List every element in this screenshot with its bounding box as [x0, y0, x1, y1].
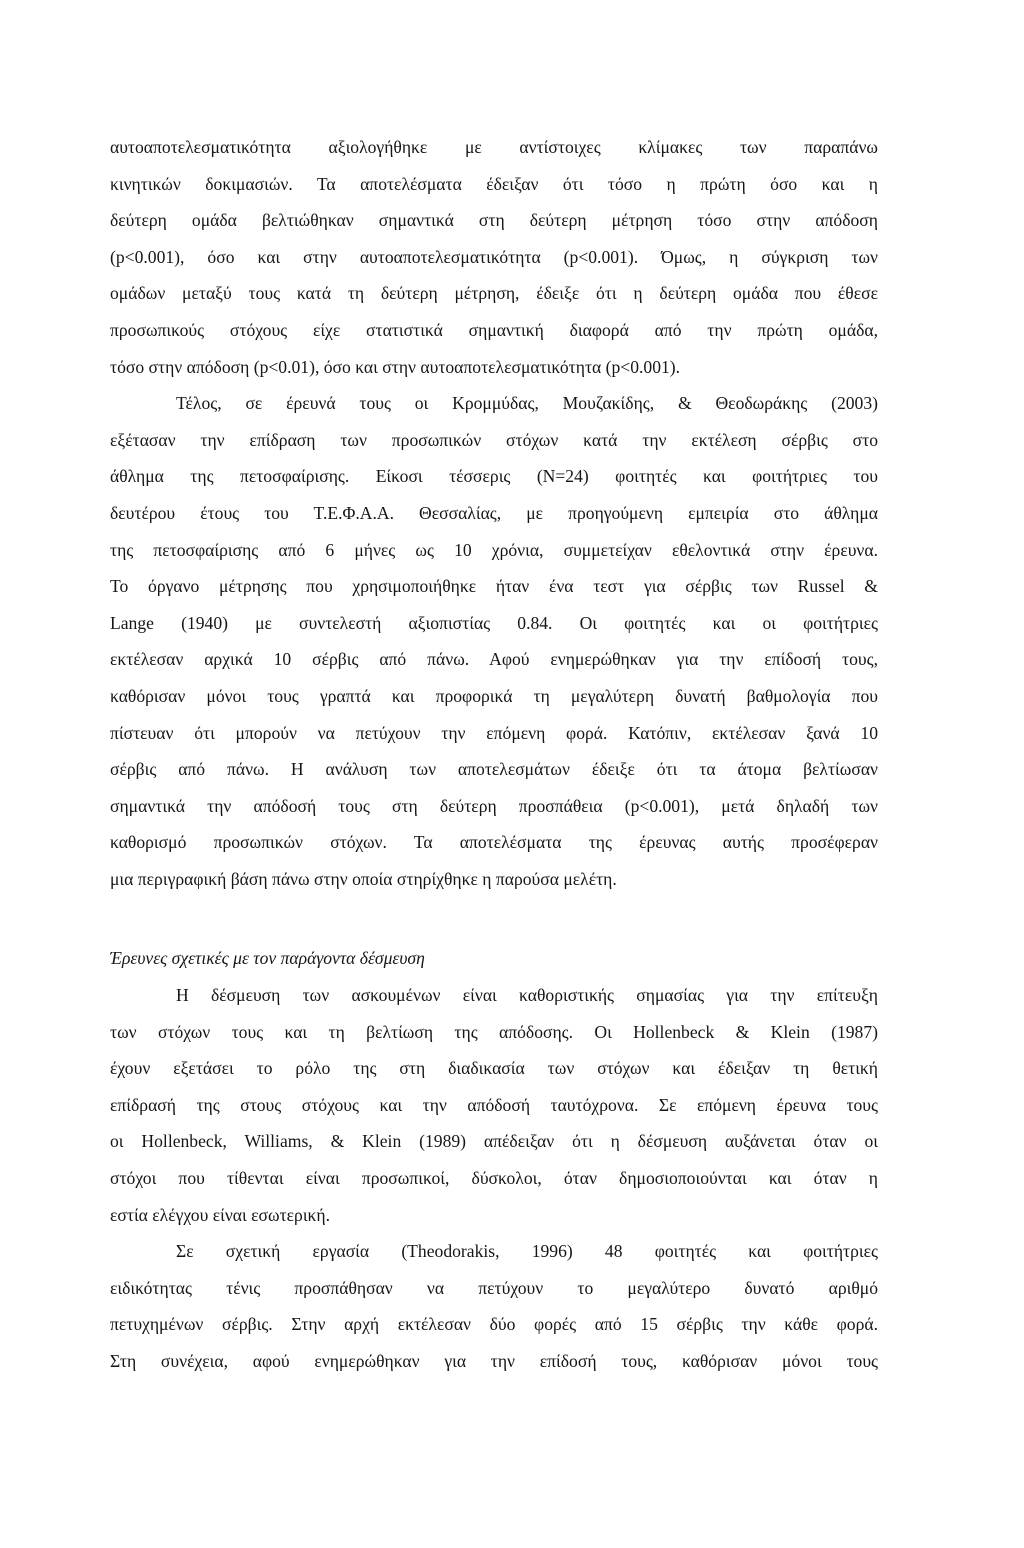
- text-line: άθλημα της πετοσφαίρισης. Είκοσι τέσσερις (N=24) φοιτητές και φοιτήτριες του: [110, 466, 878, 487]
- text-line: τόσο στην απόδοση (p<0.01), όσο και στην αυτοαποτελεσματικότητα (p<0.001).: [110, 356, 681, 377]
- text-line: Σε σχετική εργασία (Theodorakis, 1996) 48 φοιτητές και φοιτήτριες: [176, 1241, 878, 1262]
- text-line: μια περιγραφική βάση πάνω στην οποία στηρίχθηκε η παρούσα μελέτη.: [110, 868, 617, 889]
- text-line: Στη συνέχεια, αφού ενημερώθηκαν για την επίδοσή τους, καθόρισαν μόνοι τους: [110, 1351, 878, 1371]
- text-line: πίστευαν ότι μπορούν να πετύχουν την επόμενη φορά. Κατόπιν, εκτέλεσαν ξανά 10: [110, 722, 878, 743]
- paragraph-volleyball-study: [110, 385, 878, 897]
- text-line: Lange (1940) με συντελεστή αξιοπιστίας 0.84. Οι φοιτητές και οι φοιτήτριες: [110, 612, 878, 633]
- text-line: Η δέσμευση των ασκουμένων είναι καθοριστικής σημασίας για την επίτευξη: [176, 985, 878, 1006]
- text-line: εξέτασαν την επίδραση των προσωπικών στόχων κατά την εκτέλεση σέρβις στο: [110, 429, 878, 450]
- text-line: ειδικότητας τένις προσπάθησαν να πετύχουν το μεγαλύτερο δυνατό αριθμό: [110, 1277, 878, 1298]
- text-line: οι Hollenbeck, Williams, & Klein (1989) απέδειξαν ότι η δέσμευση αυξάνεται όταν οι: [110, 1131, 878, 1152]
- text-line: καθόρισαν μόνοι τους γραπτά και προφορικά τη μεγαλύτερη δυνατή βαθμολογία που: [110, 685, 878, 706]
- section-heading: Έρευνες σχετικές με τον παράγοντα δέσμευση: [110, 948, 425, 969]
- text-line: κινητικών δοκιμασιών. Τα αποτελέσματα έδειξαν ότι τόσο η πρώτη όσο και η: [110, 173, 878, 194]
- text-line: προσωπικούς στόχους είχε στατιστικά σημαντική διαφορά από την πρώτη ομάδα,: [110, 319, 878, 340]
- text-line: της πετοσφαίρισης από 6 μήνες ως 10 χρόνια, συμμετείχαν εθελοντικά στην έρευνα.: [110, 539, 878, 560]
- text-line: ομάδων μεταξύ τους κατά τη δεύτερη μέτρηση, έδειξε ότι η δεύτερη ομάδα που έθεσε: [110, 283, 878, 304]
- text-line: στόχοι που τίθενται είναι προσωπικοί, δύσκολοι, όταν δημοσιοποιούνται και όταν η: [110, 1168, 878, 1189]
- text-line: εκτέλεσαν αρχικά 10 σέρβις από πάνω. Αφού ενημερώθηκαν για την επίδοσή τους,: [110, 649, 878, 670]
- text-line: επίδρασή της στους στόχους και την απόδοσή ταυτόχρονα. Σε επόμενη έρευνα τους: [110, 1094, 878, 1115]
- text-line: (p<0.001), όσο και στην αυτοαποτελεσματικότητα (p<0.001). Όμως, η σύγκριση των: [110, 246, 878, 267]
- text-line: εστία ελέγχου είναι εσωτερική.: [110, 1204, 331, 1225]
- text-line: Τέλος, σε έρευνά τους οι Κρομμύδας, Μουζακίδης, & Θεοδωράκης (2003): [176, 393, 878, 414]
- text-line: Το όργανο μέτρησης που χρησιμοποιήθηκε ήταν ένα τεστ για σέρβις των Russel &: [110, 576, 878, 597]
- text-line: αυτοαποτελεσματικότητα αξιολογήθηκε με αντίστοιχες κλίμακες των παραπάνω: [110, 137, 878, 157]
- text-line: δευτέρου έτους του Τ.Ε.Φ.Α.Α. Θεσσαλίας, με προηγούμενη εμπειρία στο άθλημα: [110, 502, 878, 523]
- text-line: καθορισμό προσωπικών στόχων. Τα αποτελέσματα της έρευνας αυτής προσέφεραν: [110, 832, 878, 853]
- text-line: πετυχημένων σέρβις. Στην αρχή εκτέλεσαν δύο φορές από 15 σέρβις την κάθε φορά.: [110, 1314, 878, 1335]
- text-line: έχουν εξετάσει το ρόλο της στη διαδικασία των στόχων και έδειξαν τη θετική: [110, 1058, 878, 1079]
- section-spacer: [110, 897, 878, 940]
- paragraph-tennis-study: [110, 1233, 878, 1379]
- text-line: σέρβις από πάνω. Η ανάλυση των αποτελεσμάτων έδειξε ότι τα άτομα βελτίωσαν: [110, 759, 878, 780]
- document-page: [110, 129, 878, 1380]
- text-line: δεύτερη ομάδα βελτιώθηκαν σημαντικά στη δεύτερη μέτρηση τόσο στην απόδοση: [110, 210, 878, 231]
- paragraph-commitment: [110, 977, 878, 1233]
- paragraph-self-efficacy-results: [110, 129, 878, 385]
- text-line: σημαντικά την απόδοσή τους στη δεύτερη προσπάθεια (p<0.001), μετά δηλαδή των: [110, 795, 878, 816]
- text-line: των στόχων τους και τη βελτίωση της απόδοσης. Οι Hollenbeck & Klein (1987): [110, 1021, 878, 1042]
